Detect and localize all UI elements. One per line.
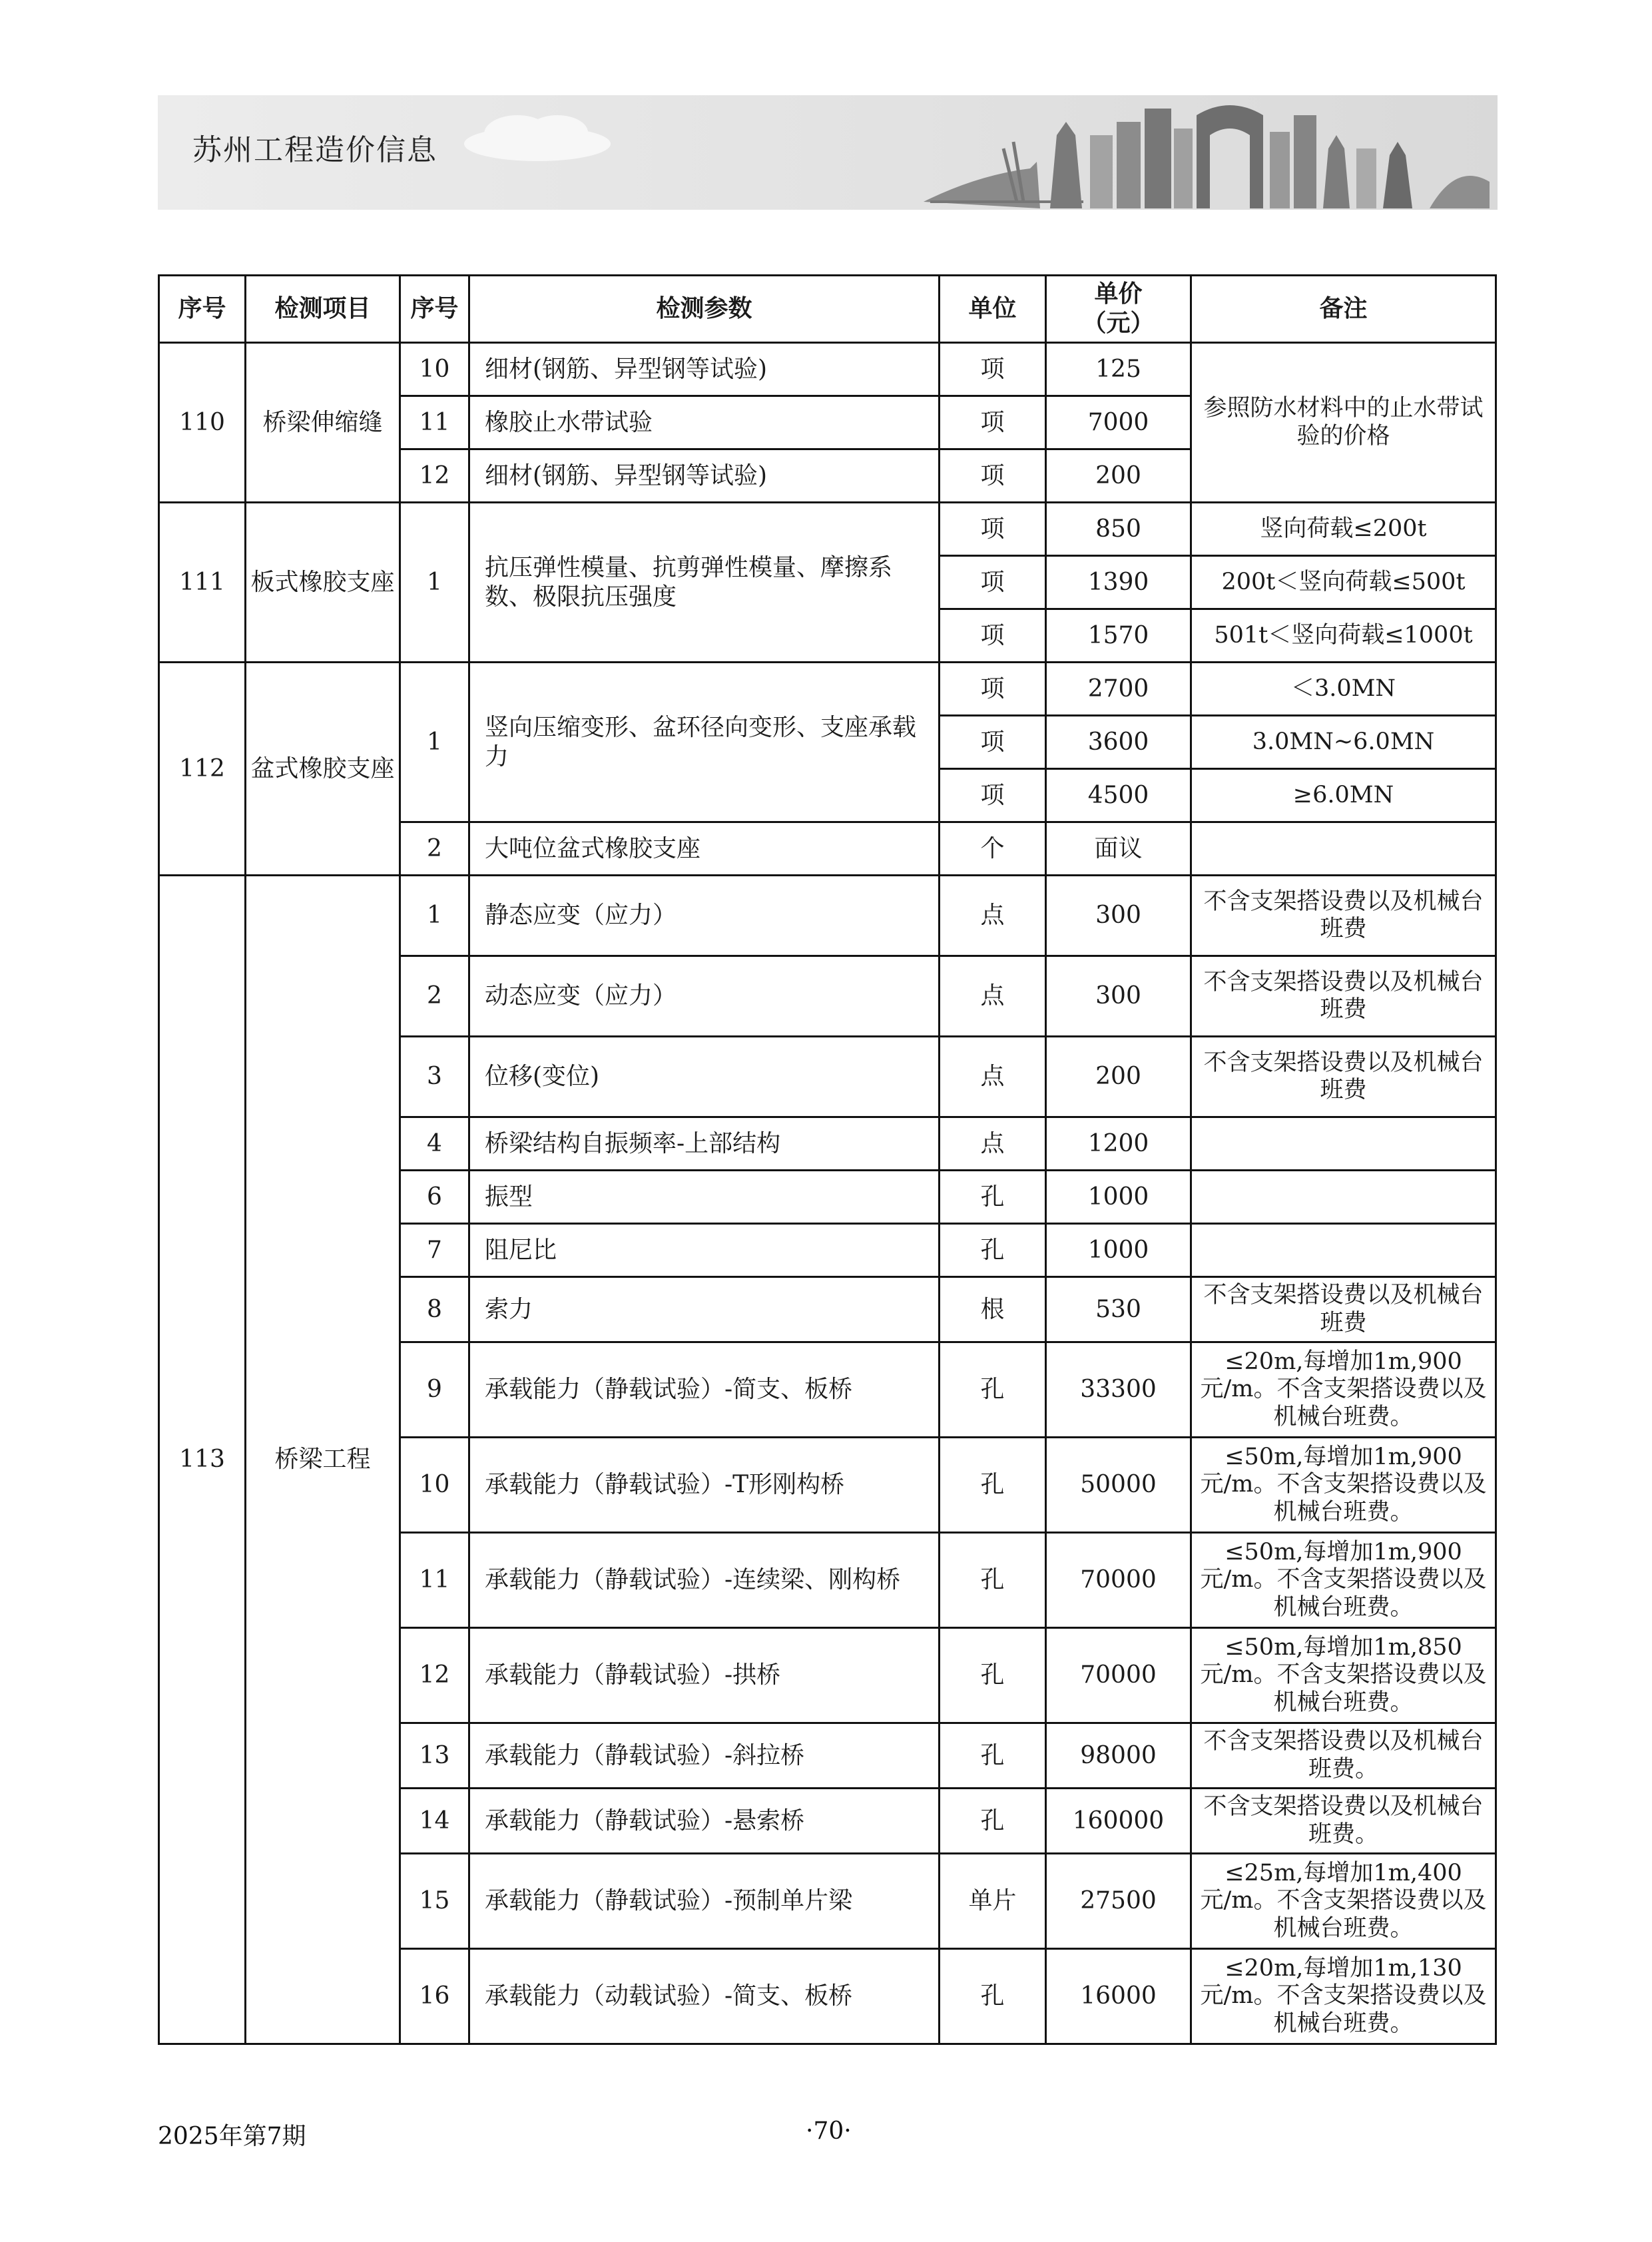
row-sub-no: 3 xyxy=(400,1037,469,1117)
col-header-param: 检测参数 xyxy=(469,276,940,343)
row-note: 竖向荷载≤200t xyxy=(1191,503,1496,556)
row-unit: 项 xyxy=(940,609,1046,663)
row-price: 200 xyxy=(1046,1037,1191,1117)
row-note xyxy=(1191,1171,1496,1224)
row-sub-no: 11 xyxy=(400,396,469,449)
row-sub-no: 1 xyxy=(400,876,469,956)
row-price: 850 xyxy=(1046,503,1191,556)
col-header-sub-no: 序号 xyxy=(400,276,469,343)
row-note: ≤20m,每增加1m,130元/m。不含支架搭设费以及机械台班费。 xyxy=(1191,1949,1496,2044)
row-param: 承载能力（动载试验）-简支、板桥 xyxy=(469,1949,940,2044)
row-unit: 点 xyxy=(940,1117,1046,1171)
table-row xyxy=(159,876,1496,956)
row-unit: 项 xyxy=(940,449,1046,503)
group-no: 111 xyxy=(159,503,246,663)
row-unit: 孔 xyxy=(940,1438,1046,1533)
row-sub-no: 4 xyxy=(400,1117,469,1171)
row-param: 竖向压缩变形、盆环径向变形、支座承载力 xyxy=(469,663,940,822)
row-price: 3600 xyxy=(1046,716,1191,769)
row-param: 细材(钢筋、异型钢等试验) xyxy=(469,343,940,396)
row-note: ＜3.0MN xyxy=(1191,663,1496,716)
row-unit: 根 xyxy=(940,1277,1046,1342)
row-param: 细材(钢筋、异型钢等试验) xyxy=(469,449,940,503)
table-header-row xyxy=(159,276,1496,343)
row-unit: 孔 xyxy=(940,1342,1046,1438)
row-price: 200 xyxy=(1046,449,1191,503)
row-note: ≤20m,每增加1m,900元/m。不含支架搭设费以及机械台班费。 xyxy=(1191,1342,1496,1438)
row-price: 面议 xyxy=(1046,822,1191,876)
publication-title: 苏州工程造价信息 xyxy=(192,133,437,167)
row-param: 承载能力（静载试验）-斜拉桥 xyxy=(469,1723,940,1789)
table-row xyxy=(159,503,1496,556)
row-unit: 孔 xyxy=(940,1723,1046,1789)
row-sub-no: 6 xyxy=(400,1171,469,1224)
row-unit: 孔 xyxy=(940,1949,1046,2044)
col-header-no: 序号 xyxy=(159,276,246,343)
row-note: 不含支架搭设费以及机械台班费 xyxy=(1191,1277,1496,1342)
row-price: 7000 xyxy=(1046,396,1191,449)
row-note xyxy=(1191,822,1496,876)
row-note: 3.0MN~6.0MN xyxy=(1191,716,1496,769)
header-banner xyxy=(158,95,1498,210)
group-item: 桥梁工程 xyxy=(246,876,400,2044)
row-price: 1570 xyxy=(1046,609,1191,663)
row-sub-no: 11 xyxy=(400,1533,469,1628)
issue-label: 2025年第7期 xyxy=(158,2123,306,2150)
row-unit: 项 xyxy=(940,769,1046,822)
row-note: 501t＜竖向荷载≤1000t xyxy=(1191,609,1496,663)
row-note: 不含支架搭设费以及机械台班费 xyxy=(1191,956,1496,1037)
row-sub-no: 9 xyxy=(400,1342,469,1438)
col-header-note: 备注 xyxy=(1191,276,1496,343)
row-unit: 个 xyxy=(940,822,1046,876)
row-note: ≥6.0MN xyxy=(1191,769,1496,822)
row-sub-no: 12 xyxy=(400,449,469,503)
row-unit: 点 xyxy=(940,1037,1046,1117)
row-note: ≤50m,每增加1m,900元/m。不含支架搭设费以及机械台班费。 xyxy=(1191,1533,1496,1628)
row-param: 阻尼比 xyxy=(469,1224,940,1277)
row-note: 不含支架搭设费以及机械台班费。 xyxy=(1191,1789,1496,1854)
row-price: 2700 xyxy=(1046,663,1191,716)
row-unit: 点 xyxy=(940,876,1046,956)
row-sub-no: 10 xyxy=(400,1438,469,1533)
row-note: 不含支架搭设费以及机械台班费 xyxy=(1191,876,1496,956)
row-sub-no: 2 xyxy=(400,956,469,1037)
row-param: 承载能力（静载试验）-拱桥 xyxy=(469,1628,940,1723)
row-param: 承载能力（静载试验）-T形刚构桥 xyxy=(469,1438,940,1533)
row-note xyxy=(1191,1224,1496,1277)
table-row xyxy=(159,663,1496,716)
row-price: 300 xyxy=(1046,876,1191,956)
page-number: ·70· xyxy=(806,2117,852,2145)
row-price: 1390 xyxy=(1046,556,1191,609)
row-param: 振型 xyxy=(469,1171,940,1224)
row-price: 98000 xyxy=(1046,1723,1191,1789)
row-price: 50000 xyxy=(1046,1438,1191,1533)
row-unit: 项 xyxy=(940,716,1046,769)
row-note: 不含支架搭设费以及机械台班费 xyxy=(1191,1037,1496,1117)
row-param: 动态应变（应力） xyxy=(469,956,940,1037)
col-header-unit: 单位 xyxy=(940,276,1046,343)
row-sub-no: 14 xyxy=(400,1789,469,1854)
row-price: 16000 xyxy=(1046,1949,1191,2044)
row-unit: 孔 xyxy=(940,1628,1046,1723)
row-note: ≤50m,每增加1m,900元/m。不含支架搭设费以及机械台班费。 xyxy=(1191,1438,1496,1533)
row-sub-no: 13 xyxy=(400,1723,469,1789)
row-price: 1000 xyxy=(1046,1171,1191,1224)
group-note: 参照防水材料中的止水带试验的价格 xyxy=(1191,343,1496,503)
row-price: 70000 xyxy=(1046,1628,1191,1723)
row-sub-no: 7 xyxy=(400,1224,469,1277)
row-param: 桥梁结构自振频率-上部结构 xyxy=(469,1117,940,1171)
row-unit: 孔 xyxy=(940,1171,1046,1224)
row-param: 橡胶止水带试验 xyxy=(469,396,940,449)
row-param: 抗压弹性模量、抗剪弹性模量、摩擦系数、极限抗压强度 xyxy=(469,503,940,663)
group-item: 板式橡胶支座 xyxy=(246,503,400,663)
group-no: 112 xyxy=(159,663,246,876)
row-param: 承载能力（静载试验）-简支、板桥 xyxy=(469,1342,940,1438)
inspection-price-table xyxy=(158,274,1497,2045)
row-unit: 项 xyxy=(940,556,1046,609)
row-price: 4500 xyxy=(1046,769,1191,822)
row-sub-no: 16 xyxy=(400,1949,469,2044)
row-sub-no: 10 xyxy=(400,343,469,396)
row-param: 承载能力（静载试验）-悬索桥 xyxy=(469,1789,940,1854)
row-param: 索力 xyxy=(469,1277,940,1342)
row-param: 位移(变位) xyxy=(469,1037,940,1117)
row-sub-no: 15 xyxy=(400,1854,469,1949)
col-header-item: 检测项目 xyxy=(246,276,400,343)
row-sub-no: 2 xyxy=(400,822,469,876)
row-price: 27500 xyxy=(1046,1854,1191,1949)
row-price: 70000 xyxy=(1046,1533,1191,1628)
row-unit: 孔 xyxy=(940,1224,1046,1277)
group-item: 盆式橡胶支座 xyxy=(246,663,400,876)
row-price: 300 xyxy=(1046,956,1191,1037)
row-note: ≤25m,每增加1m,400元/m。不含支架搭设费以及机械台班费。 xyxy=(1191,1854,1496,1949)
row-unit: 点 xyxy=(940,956,1046,1037)
row-price: 530 xyxy=(1046,1277,1191,1342)
row-unit: 孔 xyxy=(940,1789,1046,1854)
row-unit: 单片 xyxy=(940,1854,1046,1949)
row-price: 125 xyxy=(1046,343,1191,396)
row-unit: 项 xyxy=(940,663,1046,716)
row-param: 承载能力（静载试验）-连续梁、刚构桥 xyxy=(469,1533,940,1628)
row-price: 160000 xyxy=(1046,1789,1191,1854)
row-note xyxy=(1191,1117,1496,1171)
row-price: 1200 xyxy=(1046,1117,1191,1171)
row-note: 200t＜竖向荷载≤500t xyxy=(1191,556,1496,609)
row-param: 大吨位盆式橡胶支座 xyxy=(469,822,940,876)
row-note: ≤50m,每增加1m,850元/m。不含支架搭设费以及机械台班费。 xyxy=(1191,1628,1496,1723)
row-param: 静态应变（应力） xyxy=(469,876,940,956)
group-no: 110 xyxy=(159,343,246,503)
table-row xyxy=(159,343,1496,396)
row-unit: 孔 xyxy=(940,1533,1046,1628)
city-skyline-graphic xyxy=(924,95,1498,210)
row-price: 33300 xyxy=(1046,1342,1191,1438)
row-sub-no: 12 xyxy=(400,1628,469,1723)
col-header-price: 单价 （元） xyxy=(1046,276,1191,343)
row-note: 不含支架搭设费以及机械台班费。 xyxy=(1191,1723,1496,1789)
row-unit: 项 xyxy=(940,396,1046,449)
group-item: 桥梁伸缩缝 xyxy=(246,343,400,503)
row-price: 1000 xyxy=(1046,1224,1191,1277)
row-sub-no: 1 xyxy=(400,663,469,822)
cloud-graphic xyxy=(451,107,624,167)
row-param: 承载能力（静载试验）-预制单片梁 xyxy=(469,1854,940,1949)
group-no: 113 xyxy=(159,876,246,2044)
row-sub-no: 8 xyxy=(400,1277,469,1342)
row-unit: 项 xyxy=(940,343,1046,396)
row-unit: 项 xyxy=(940,503,1046,556)
row-sub-no: 1 xyxy=(400,503,469,663)
